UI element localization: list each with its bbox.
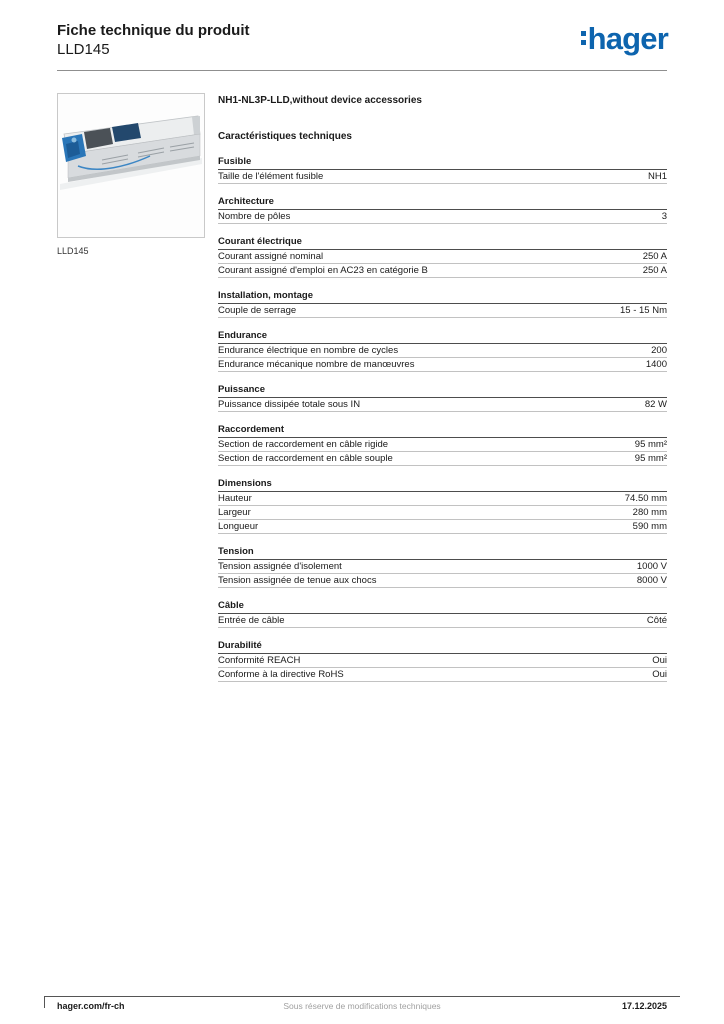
spec-label: Section de raccordement en câble rigide bbox=[218, 439, 389, 450]
spec-section-title: Courant électrique bbox=[218, 235, 667, 250]
spec-row bbox=[218, 264, 667, 278]
spec-row bbox=[218, 520, 667, 534]
spec-row bbox=[218, 398, 667, 412]
spec-label: Tension assignée d'isolement bbox=[218, 561, 342, 572]
product-image bbox=[57, 93, 205, 238]
spec-label: Conformité REACH bbox=[218, 655, 301, 666]
product-figure bbox=[57, 93, 205, 256]
spec-label: Hauteur bbox=[218, 493, 252, 504]
spec-row bbox=[218, 358, 667, 372]
spec-value: 3 bbox=[661, 211, 667, 222]
spec-section bbox=[218, 477, 667, 534]
spec-value: 1400 bbox=[645, 359, 667, 370]
spec-row bbox=[218, 654, 667, 668]
footer bbox=[44, 996, 680, 1011]
spec-section-title: Fusible bbox=[218, 155, 667, 170]
spec-rows bbox=[218, 170, 667, 184]
spec-section-title: Raccordement bbox=[218, 423, 667, 438]
footer-date: 17.12.2025 bbox=[621, 1001, 667, 1011]
spec-label: Puissance dissipée totale sous IN bbox=[218, 399, 361, 410]
spec-label: Endurance mécanique nombre de manœuvres bbox=[218, 359, 415, 370]
spec-rows bbox=[218, 560, 667, 588]
specs-list bbox=[218, 155, 667, 682]
spec-row bbox=[218, 668, 667, 682]
spec-section bbox=[218, 289, 667, 318]
spec-label: Largeur bbox=[218, 507, 251, 518]
spec-section bbox=[218, 235, 667, 278]
spec-value: NH1 bbox=[647, 171, 667, 182]
spec-value: 82 W bbox=[644, 399, 667, 410]
spec-section-title: Câble bbox=[218, 599, 667, 614]
footer-disclaimer: Sous réserve de modifications techniques bbox=[283, 1001, 441, 1011]
spec-section bbox=[218, 545, 667, 588]
product-name: NH1-NL3P-LLD,without device accessories bbox=[218, 95, 422, 106]
spec-row bbox=[218, 304, 667, 318]
footer-url[interactable]: hager.com/fr-ch bbox=[57, 1001, 125, 1011]
spec-row bbox=[218, 452, 667, 466]
spec-section bbox=[218, 155, 667, 184]
spec-row bbox=[218, 170, 667, 184]
spec-section-title: Durabilité bbox=[218, 639, 667, 654]
spec-row bbox=[218, 210, 667, 224]
spec-label: Section de raccordement en câble souple bbox=[218, 453, 393, 464]
spec-section bbox=[218, 599, 667, 628]
spec-label: Couple de serrage bbox=[218, 305, 297, 316]
spec-rows bbox=[218, 250, 667, 278]
spec-rows bbox=[218, 398, 667, 412]
header-divider bbox=[57, 70, 667, 71]
spec-value: 15 - 15 Nm bbox=[620, 305, 667, 316]
hager-logo-text: hager bbox=[587, 21, 668, 56]
hager-colon-icon bbox=[581, 31, 586, 45]
spec-value: Côté bbox=[646, 615, 667, 626]
spec-section bbox=[218, 639, 667, 682]
spec-label: Conforme à la directive RoHS bbox=[218, 669, 344, 680]
spec-row bbox=[218, 574, 667, 588]
spec-section bbox=[218, 423, 667, 466]
page-title: Fiche technique du produit bbox=[57, 22, 250, 39]
spec-rows bbox=[218, 344, 667, 372]
spec-section bbox=[218, 195, 667, 224]
document-header bbox=[57, 21, 250, 59]
spec-rows bbox=[218, 210, 667, 224]
spec-label: Endurance électrique en nombre de cycles bbox=[218, 345, 399, 356]
spec-section bbox=[218, 329, 667, 372]
spec-value: 74.50 mm bbox=[624, 493, 667, 504]
hager-logo bbox=[581, 21, 668, 56]
spec-row bbox=[218, 438, 667, 452]
tech-characteristics-heading: Caractéristiques techniques bbox=[218, 131, 352, 142]
spec-row bbox=[218, 250, 667, 264]
spec-value: 590 mm bbox=[632, 521, 667, 532]
spec-label: Courant assigné d'emploi en AC23 en catégorie B bbox=[218, 265, 428, 276]
spec-value: 8000 V bbox=[636, 575, 667, 586]
spec-section-title: Dimensions bbox=[218, 477, 667, 492]
spec-row bbox=[218, 560, 667, 574]
spec-section-title: Endurance bbox=[218, 329, 667, 344]
spec-label: Courant assigné nominal bbox=[218, 251, 324, 262]
spec-content bbox=[218, 93, 667, 682]
spec-value: 250 A bbox=[642, 251, 667, 262]
spec-rows bbox=[218, 438, 667, 466]
spec-label: Entrée de câble bbox=[218, 615, 285, 626]
spec-row bbox=[218, 492, 667, 506]
spec-value: 280 mm bbox=[632, 507, 667, 518]
spec-rows bbox=[218, 654, 667, 682]
spec-section bbox=[218, 383, 667, 412]
product-image-caption: LLD145 bbox=[57, 246, 89, 256]
spec-value: 95 mm² bbox=[634, 453, 667, 464]
product-photo-illustration bbox=[58, 94, 204, 237]
spec-section-title: Puissance bbox=[218, 383, 667, 398]
spec-value: 1000 V bbox=[636, 561, 667, 572]
spec-value: 250 A bbox=[642, 265, 667, 276]
spec-value: 200 bbox=[651, 345, 667, 356]
spec-section-title: Tension bbox=[218, 545, 667, 560]
spec-value: Oui bbox=[652, 669, 667, 680]
spec-rows bbox=[218, 492, 667, 534]
spec-label: Nombre de pôles bbox=[218, 211, 291, 222]
spec-value: 95 mm² bbox=[634, 439, 667, 450]
spec-label: Tension assignée de tenue aux chocs bbox=[218, 575, 377, 586]
spec-row bbox=[218, 614, 667, 628]
product-code-subtitle: LLD145 bbox=[57, 41, 110, 58]
spec-row bbox=[218, 506, 667, 520]
spec-section-title: Installation, montage bbox=[218, 289, 667, 304]
spec-row bbox=[218, 344, 667, 358]
spec-value: Oui bbox=[652, 655, 667, 666]
spec-label: Longueur bbox=[218, 521, 259, 532]
spec-section-title: Architecture bbox=[218, 195, 667, 210]
footer-tick bbox=[44, 997, 45, 1008]
spec-rows bbox=[218, 304, 667, 318]
spec-rows bbox=[218, 614, 667, 628]
spec-label: Taille de l'élément fusible bbox=[218, 171, 324, 182]
